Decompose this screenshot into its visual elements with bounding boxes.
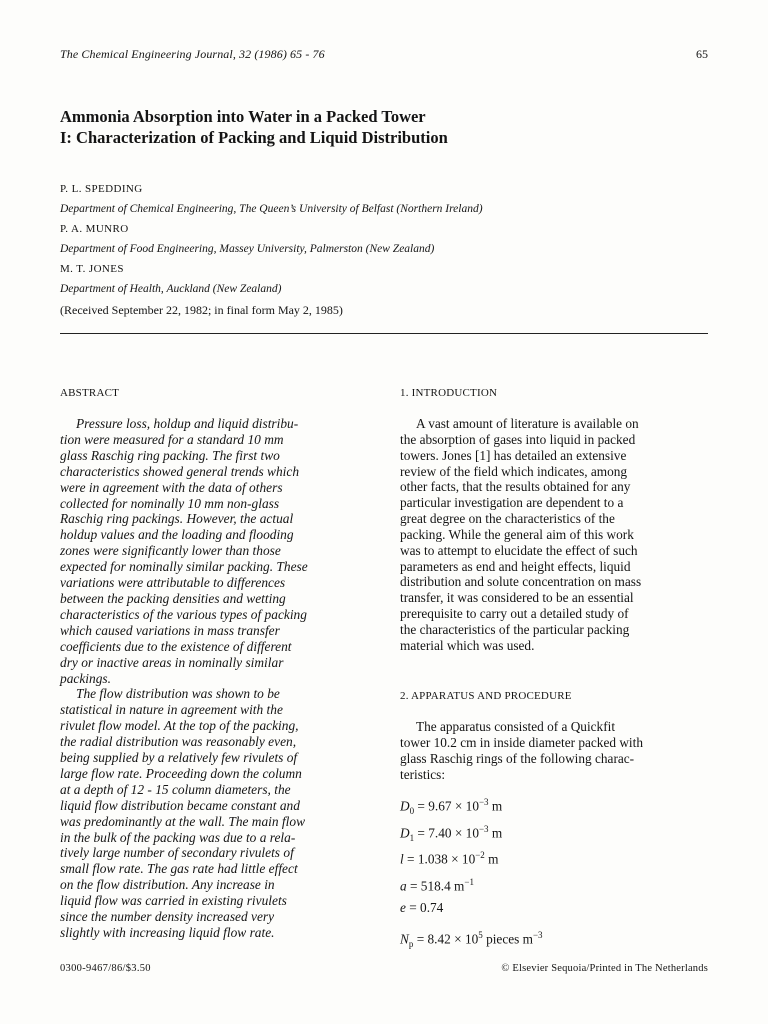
equation-unit: m xyxy=(484,851,499,867)
text-line: The flow distribution was shown to be xyxy=(76,686,280,702)
equation xyxy=(400,847,700,874)
text-line: holdup values and the loading and flooding xyxy=(60,527,294,543)
text-line: tively large number of secondary rivulets of xyxy=(60,845,294,861)
author-affiliation: Department of Chemical Engineering, The Queen’s University of Belfast (Northern Ireland) xyxy=(60,203,483,215)
equation-value: = 7.40 × 10 xyxy=(414,824,479,840)
equation-symbol: D xyxy=(400,798,410,814)
text-line: in the bulk of the packing was due to a rela- xyxy=(60,829,296,845)
equation-value: = 9.67 × 10 xyxy=(414,798,479,814)
text-line: Pressure loss, holdup and liquid distribu- xyxy=(76,416,299,431)
equation-value: = 0.74 xyxy=(405,900,444,915)
title-line-1: Ammonia Absorption into Water in a Packed Tower xyxy=(60,107,426,126)
equation-unit-exponent: −3 xyxy=(532,929,543,940)
equation xyxy=(400,821,700,848)
author-name: P. A. MUNRO xyxy=(60,223,129,235)
text-line: tion were measured for a standard 10 mm xyxy=(60,431,284,447)
text-line: teristics: xyxy=(400,766,446,782)
text-line: distribution and solute concentration on mass xyxy=(400,574,642,590)
text-line: the radial distribution was reasonably even, xyxy=(60,734,297,750)
equation-unit: m xyxy=(488,824,503,840)
text-line: being supplied by a relatively few rivulets of xyxy=(60,750,298,766)
equation-subscript: 1 xyxy=(409,832,415,843)
page-number: 65 xyxy=(696,47,708,61)
text-line: was predominantly at the wall. The main flow xyxy=(60,813,305,829)
equation xyxy=(400,900,700,927)
equation-symbol: N xyxy=(400,930,409,946)
text-line: between the packing densities and wetting xyxy=(60,590,286,606)
text-line: tower 10.2 cm in inside diameter packed with xyxy=(400,734,643,750)
text-line: small flow rate. The gas rate had little effect xyxy=(60,861,298,877)
text-line: glass Raschig ring packing. The first two xyxy=(60,447,280,463)
text-line: at a depth of 12 - 15 column diameters, the xyxy=(60,781,291,797)
text-line: A vast amount of literature is available on xyxy=(416,416,639,431)
text-line: glass Raschig rings of the following charac- xyxy=(400,750,635,766)
text-line: transfer, it was considered to be an essential xyxy=(400,590,634,606)
text-line: towers. Jones [1] has detailed an extensive xyxy=(400,447,627,463)
author-name: P. L. SPEDDING xyxy=(60,183,143,195)
equation-exponent: −3 xyxy=(478,823,489,834)
equation-subscript: p xyxy=(408,938,414,949)
article-title xyxy=(60,106,700,148)
equation-unit: m xyxy=(488,798,503,814)
equation-symbol: D xyxy=(400,824,410,840)
equation xyxy=(400,794,700,821)
text-line: collected for nominally 10 mm non-glass xyxy=(60,495,280,511)
text-line: was to attempt to elucidate the effect of such xyxy=(400,542,638,558)
text-line: coefficients due to the existence of different xyxy=(60,638,292,654)
equation-exponent: 5 xyxy=(478,929,483,940)
equation-symbol: a xyxy=(400,877,407,893)
text-line: variations were attributable to differences xyxy=(60,575,286,591)
author-affiliation: Department of Health, Auckland (New Zealand) xyxy=(60,283,282,295)
footer-publisher: © Elsevier Sequoia/Printed in The Netherlands xyxy=(501,963,708,974)
equation xyxy=(400,874,700,901)
text-line: the characteristics of the particular packing xyxy=(400,621,630,637)
equation xyxy=(400,927,700,954)
equation-value: = 1.038 × 10 xyxy=(403,851,476,867)
text-line: great degree on the characteristics of the xyxy=(400,511,615,527)
equation-symbol: e xyxy=(400,900,406,915)
text-line: since the number density increased very xyxy=(60,909,275,925)
title-line-2: I: Characterization of Packing and Liquid Distribution xyxy=(60,128,448,147)
text-line: rivulet flow model. At the top of the packing, xyxy=(60,718,299,734)
text-line: packings. xyxy=(60,670,111,686)
text-line: liquid flow was carried in existing rivulets xyxy=(60,893,287,909)
text-line: statistical in nature in agreement with the xyxy=(60,702,283,718)
introduction-heading: 1. INTRODUCTION xyxy=(400,387,498,399)
text-line: dry or inactive areas in nominally similar xyxy=(60,654,284,670)
text-line: which caused variations in mass transfer xyxy=(60,622,280,638)
text-line: other facts, that the results obtained for any xyxy=(400,479,631,495)
text-line: on the flow distribution. Any increase in xyxy=(60,877,275,893)
text-line: prerequisite to carry out a detailed study of xyxy=(400,606,629,622)
author-affiliation: Department of Food Engineering, Massey University, Palmerston (New Zealand) xyxy=(60,243,435,255)
received-date: (Received September 22, 1982; in final form May 2, 1985) xyxy=(60,303,343,317)
text-line: particular investigation are dependent to a xyxy=(400,495,624,511)
equation-symbol: l xyxy=(400,851,404,867)
equation-value: = 518.4 m xyxy=(406,877,465,893)
text-line: liquid flow distribution became constant and xyxy=(60,797,300,813)
text-line: were in agreement with the data of others xyxy=(60,479,283,495)
equation-exponent: −2 xyxy=(475,850,485,860)
text-line: large flow rate. Proceeding down the column xyxy=(60,765,302,781)
text-line: Raschig ring packings. However, the actual xyxy=(60,511,294,527)
apparatus-heading: 2. APPARATUS AND PROCEDURE xyxy=(400,690,572,702)
abstract-text xyxy=(60,416,360,941)
apparatus-text xyxy=(400,719,720,782)
text-line: review of the field which indicates, among xyxy=(400,463,628,479)
author-name: M. T. JONES xyxy=(60,263,124,275)
introduction-text xyxy=(400,416,720,654)
text-line: expected for nominally similar packing. These xyxy=(60,559,308,575)
equation-exponent: −1 xyxy=(464,876,474,887)
text-line: characteristics showed general trends which xyxy=(60,463,300,479)
text-line: packing. While the general aim of this work xyxy=(400,526,634,542)
text-line: zones were significantly lower than those xyxy=(60,543,281,559)
text-line: the absorption of gases into liquid in packed xyxy=(400,431,636,447)
text-line: parameters as end and height effects, liquid xyxy=(400,558,631,574)
header-divider xyxy=(60,333,708,334)
text-line: The apparatus consisted of a Quickfit xyxy=(416,719,616,734)
text-line: characteristics of the various types of packing xyxy=(60,606,307,622)
equation-exponent: −3 xyxy=(478,797,489,807)
author-block xyxy=(60,182,720,323)
running-head: The Chemical Engineering Journal, 32 (1986) 65 - 76 xyxy=(60,47,325,61)
equation-unit: pieces m xyxy=(482,930,533,946)
footer-code: 0300-9467/86/$3.50 xyxy=(60,963,151,974)
packing-characteristics xyxy=(400,794,700,953)
text-line: slightly with increasing liquid flow rate. xyxy=(60,925,275,940)
text-line: material which was used. xyxy=(400,637,535,653)
equation-value: = 8.42 × 10 xyxy=(413,930,479,946)
abstract-heading: ABSTRACT xyxy=(60,387,120,399)
equation-subscript: 0 xyxy=(409,806,415,817)
